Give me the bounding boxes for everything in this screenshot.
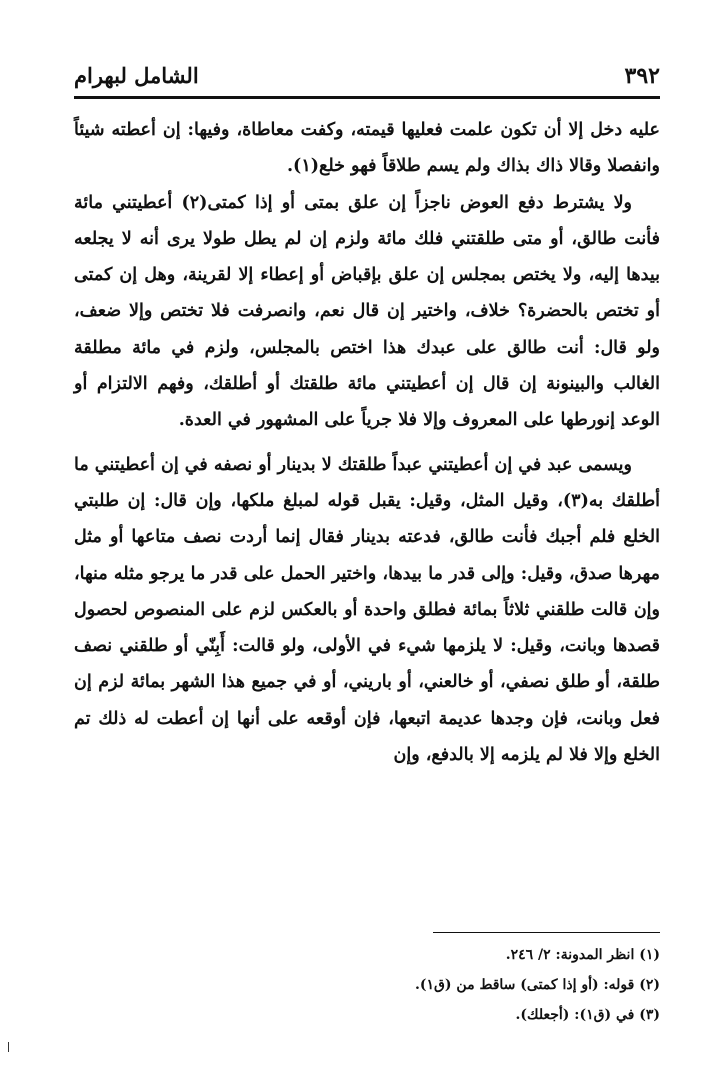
footnotes	[74, 940, 660, 1030]
page-number: ٣٩٢	[624, 63, 660, 89]
main-text	[74, 112, 660, 773]
paragraph: ويسمى عبد في إن أعطيتني عبداً طلقتك لا بدينار أو نصفه في إن أعطيتني ما أطلقك به(٣)، وقيل المثل، وقيل: يقبل قوله لمبلغ ملكها، وإن قال: إن طلبتي الخلع فلم أجبك فأنت طالق، فدعته بدينار فقال إنما أردت نصف متاعها أو مثل مهرها صدق، وقيل: وإلى قدر ما بيدها، واختير الحمل على قدر ما يرجو مثله منها، وإن قالت طلقني ثلاثاً بمائة فطلق واحدة أو بالعكس لزم على المنصوص لحصول قصدها وبانت، وقيل: لا يلزمها شيء في الأولى، ولو قالت: أَبِنّي أو طلقني نصف طلقة، أو طلق نصفي، أو خالعني، أو باريني، أو في جميع هذا الشهر بمائة لزم إن فعل وبانت، فإن وجدها عديمة اتبعها، فإن أوقعه على أنها إن أعطت له ذلك تم الخلع وإلا فلا لم يلزمه إلا بالدفع، وإن	[74, 454, 661, 766]
page-header	[74, 62, 660, 94]
footnote: (١) انظر المدونة: ٢/ ٢٤٦.	[505, 947, 660, 963]
paragraph: ولا يشترط دفع العوض ناجزاً إن علق بمتى أو إذا كمتى(٢) أعطيتني مائة فأنت طالق، أو متى طلقتني فلك مائة ولزم إن لم يطل طولا يرى أنه لا يجلعه بيدها إليه، ولا يختص بمجلس إن علق بإقباض أو إعطاء إلا لقرينة، وهل إن كمتى أو تختص بالحضرة؟ خلاف، واختير إن قال نعم، وانصرفت فلا تختص وإلا ضعف، ولو قال: أنت طالق على عبدك هذا اختص بالمجلس، ولزم في مائة مطلقة الغالب والبينونة إن قال إن أعطيتني مائة طلقتك أو أطلقك، وفهم الالتزام أو الوعد إنورطها على المعروف وإلا فلا جرياً على المشهور في العدة.	[74, 192, 660, 431]
footnote-rule	[433, 932, 660, 933]
footnote: (٢) قوله: (أو إذا كمتى) ساقط من (ق١).	[415, 977, 660, 993]
footnote: (٣) في (ق١): (أجعلك).	[515, 1007, 660, 1023]
running-title: الشامل لبهرام	[74, 63, 199, 88]
paragraph: عليه دخل إلا أن تكون علمت فعليها قيمته، وكفت معاطاة، وفيها: إن أعطته شيئاً وانفصلا وقالا ذاك بذاك ولم يسم طلاقاً فهو خلع(١).	[74, 120, 660, 177]
scan-mark	[8, 1042, 9, 1052]
header-rule	[74, 96, 660, 99]
